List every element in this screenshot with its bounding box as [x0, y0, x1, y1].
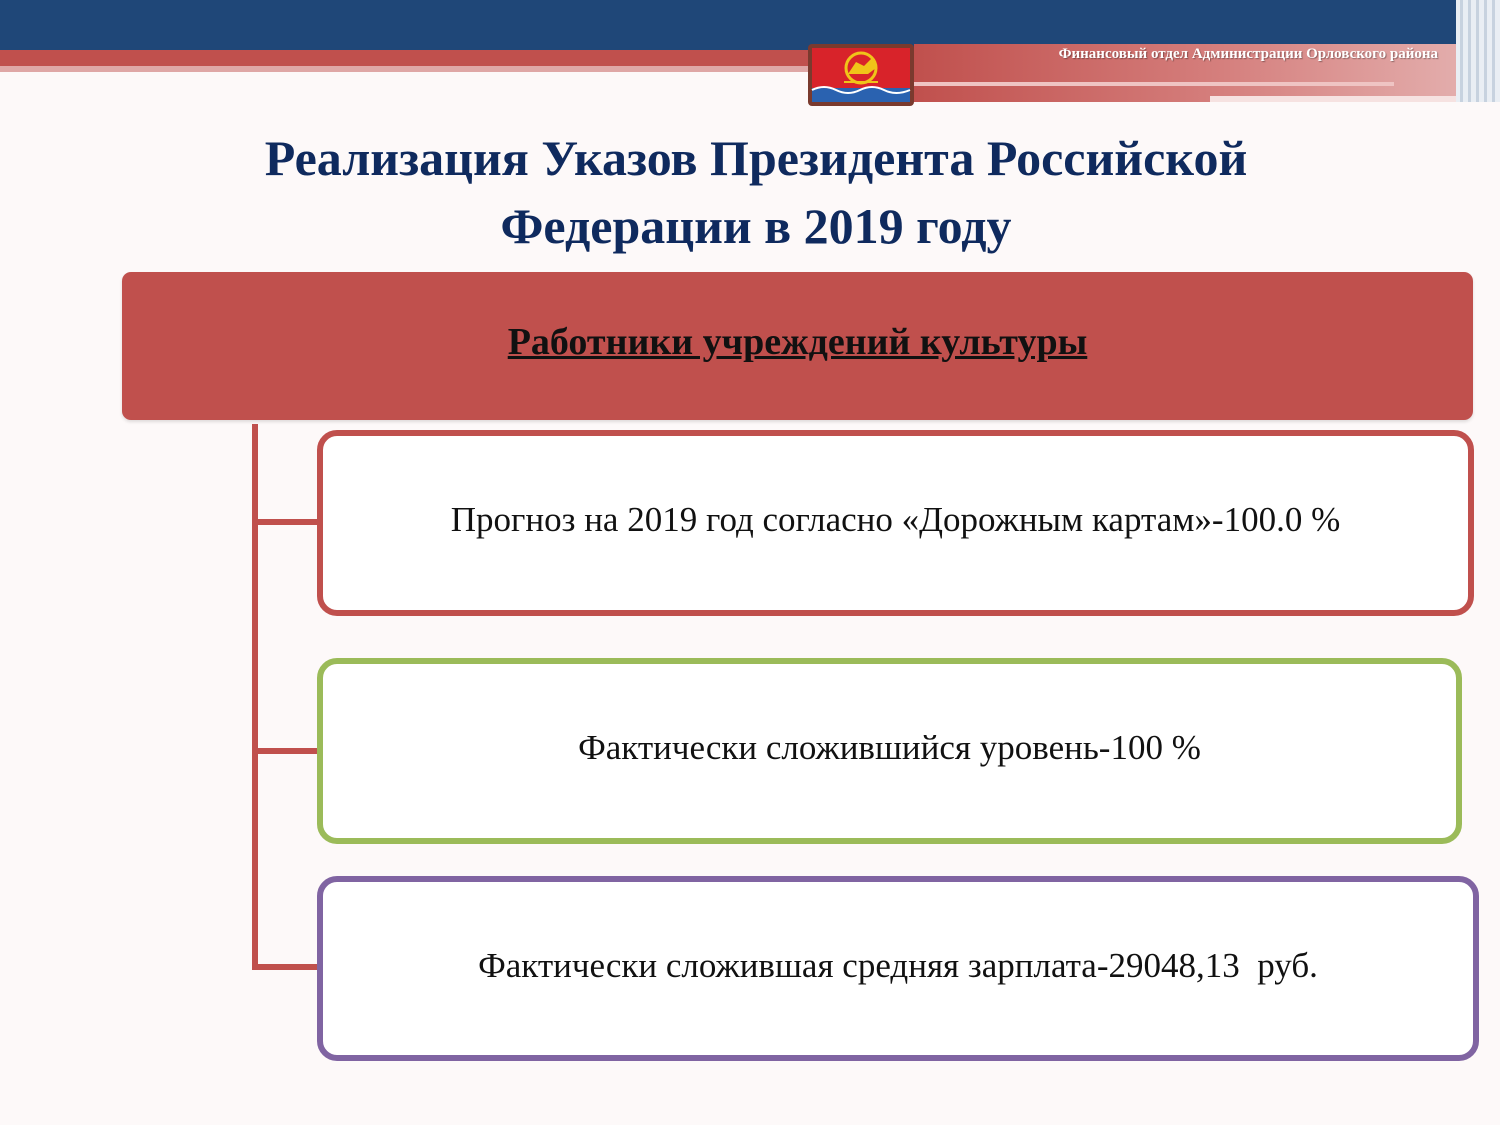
department-name: Финансовый отдел Администрации Орловского района	[1058, 46, 1438, 62]
title-line: Федерации в 2019 году	[500, 198, 1012, 254]
forecast-text: Прогноз на 2019 год согласно «Дорожным картам»-100.0 %	[450, 500, 1341, 539]
actual-level-text: Фактически сложившийся уровень-100 %	[578, 728, 1201, 767]
actual-salary-text: Фактически сложившая средняя зарплата-29048,13 руб.	[478, 946, 1318, 985]
title-line: Реализация Указов Президента Российской	[264, 130, 1248, 186]
category-label: Работники учреждений культуры	[507, 321, 1088, 363]
